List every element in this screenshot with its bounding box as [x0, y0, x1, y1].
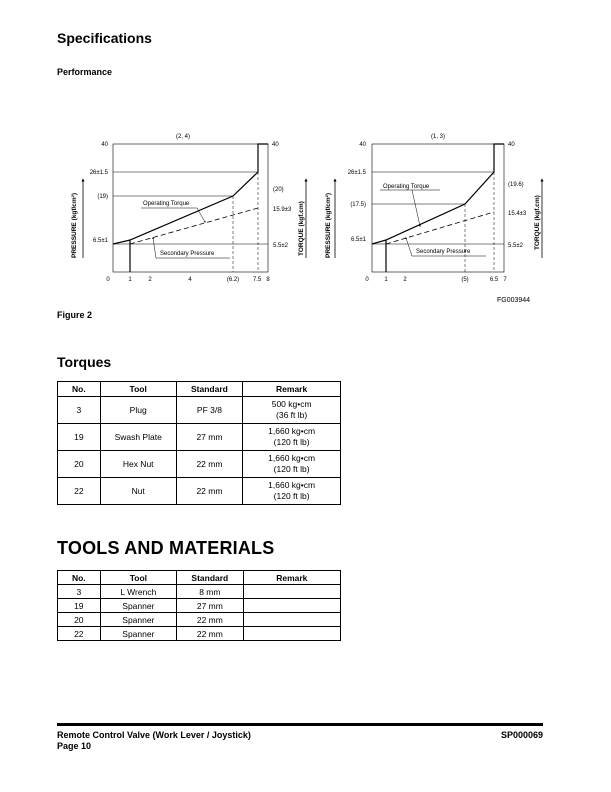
- cell-tool: Spanner: [100, 599, 176, 613]
- table-row: [58, 613, 341, 627]
- column-header: Tool: [100, 382, 176, 397]
- column-header: Remark: [243, 571, 340, 585]
- table-row: [58, 627, 341, 641]
- chart-right-ylabel: PRESSURE (kgf/cm²): [325, 192, 332, 258]
- chart-left-y2tick: (20): [273, 187, 284, 193]
- cell-remark: [243, 627, 340, 641]
- chart-left-series-operating-torque: [113, 144, 268, 244]
- chart-left-y2tick: 5.5±2: [273, 243, 288, 249]
- performance-figure: [0, 0, 611, 300]
- chart-right-y2tick: 40: [508, 142, 515, 148]
- chart-left-xtick: 0: [106, 277, 110, 283]
- chart-left: [71, 134, 306, 283]
- chart-left-xtick: 1: [128, 277, 132, 283]
- table-row: [58, 585, 341, 599]
- torques-table: [57, 381, 341, 505]
- torques-heading: Torques: [57, 354, 112, 370]
- tools-heading: TOOLS AND MATERIALS: [57, 538, 275, 558]
- cell-standard: 22 mm: [176, 451, 243, 478]
- chart-left-annot-operating-torque: Operating Torque: [143, 201, 190, 207]
- table-row: [58, 599, 341, 613]
- cell-no: 20: [58, 613, 101, 627]
- chart-right-y2tick: 15.4±3: [508, 211, 527, 217]
- cell-no: 22: [58, 627, 101, 641]
- table-row: [58, 397, 341, 424]
- cell-tool: Hex Nut: [100, 451, 176, 478]
- chart-right-ytick: 26±1.5: [347, 170, 366, 176]
- column-header: No.: [58, 382, 101, 397]
- table-row: [58, 451, 341, 478]
- page-title: Specifications: [57, 30, 152, 46]
- chart-left-y2label: TORQUE (kgf.cm): [298, 201, 305, 256]
- chart-left-y2tick: 40: [272, 142, 279, 148]
- cell-standard: 22 mm: [177, 613, 244, 627]
- chart-right-xtick: 7: [503, 277, 507, 283]
- remark-line: 500 kg•cm: [271, 399, 312, 409]
- cell-tool: Plug: [100, 397, 176, 424]
- cell-remark: [243, 613, 340, 627]
- remark-line: (120 ft lb): [273, 464, 310, 474]
- chart-left-series-secondary-pressure: [130, 208, 258, 244]
- cell-tool: Nut: [100, 478, 176, 505]
- table-header-row: [58, 571, 341, 585]
- chart-left-ytick: (19): [97, 194, 108, 200]
- cell-standard: 27 mm: [177, 599, 244, 613]
- chart-left-title: (2, 4): [175, 134, 191, 140]
- column-header: Tool: [100, 571, 176, 585]
- column-header: No.: [58, 571, 101, 585]
- cell-standard: PF 3/8: [176, 397, 243, 424]
- chart-right-xtick: (5): [461, 277, 469, 283]
- remark-line: 1,660 kg•cm: [268, 426, 316, 436]
- remark-line: 1,660 kg•cm: [268, 453, 316, 463]
- chart-left-ytick: 6.5±1: [93, 238, 108, 244]
- cell-standard: 27 mm: [176, 424, 243, 451]
- chart-right-xtick: 2: [403, 277, 407, 283]
- footer-page-number: Page 10: [57, 741, 92, 751]
- chart-left-ytick: 40: [101, 142, 108, 148]
- remark-line: 1,660 kg•cm: [268, 480, 316, 490]
- cell-tool: Spanner: [100, 627, 176, 641]
- cell-standard: 22 mm: [176, 478, 243, 505]
- chart-right-annot-operating-torque: Operating Torque: [383, 184, 430, 190]
- cell-no: 19: [58, 599, 101, 613]
- chart-left-xtick: 8: [266, 277, 270, 283]
- footer-document-code: SP000069: [500, 730, 543, 740]
- chart-right-y2label: TORQUE (kgf.cm): [534, 195, 541, 250]
- footer-rule: [57, 723, 543, 726]
- chart-left-annot-secondary-pressure: Secondary Pressure: [160, 251, 215, 257]
- chart-left-xtick: 4: [188, 277, 192, 283]
- chart-right: [325, 134, 542, 283]
- chart-left-ytick: 26±1.5: [89, 170, 108, 176]
- table-header-row: [58, 382, 341, 397]
- cell-remark: [243, 585, 340, 599]
- chart-right-series-secondary-pressure: [386, 212, 494, 244]
- chart-left-xtick: (6.2): [226, 277, 240, 283]
- column-header: Standard: [177, 571, 244, 585]
- cell-tool: L Wrench: [100, 585, 176, 599]
- chart-left-xtick: 7.5: [252, 277, 262, 283]
- cell-no: 20: [58, 451, 101, 478]
- figure-caption: Figure 2: [57, 310, 93, 320]
- cell-standard: 22 mm: [177, 627, 244, 641]
- chart-left-xtick: 2: [148, 277, 152, 283]
- chart-right-xtick: 1: [384, 277, 388, 283]
- cell-remark: [243, 397, 341, 424]
- table-row: [58, 424, 341, 451]
- remark-line: (120 ft lb): [273, 491, 310, 501]
- cell-remark: [243, 451, 341, 478]
- table-row: [58, 478, 341, 505]
- chart-right-y2tick: 5.5±2: [508, 243, 523, 249]
- cell-remark: [243, 424, 341, 451]
- cell-remark: [243, 599, 340, 613]
- column-header: Standard: [176, 382, 243, 397]
- cell-standard: 8 mm: [177, 585, 244, 599]
- chart-right-title: (1, 3): [430, 134, 446, 140]
- tools-table: [57, 570, 341, 641]
- cell-no: 22: [58, 478, 101, 505]
- cell-tool: Swash Plate: [100, 424, 176, 451]
- chart-right-optorque-pointer: [412, 190, 420, 226]
- cell-tool: Spanner: [100, 613, 176, 627]
- remark-line: (120 ft lb): [273, 437, 310, 447]
- chart-right-ytick: (17.5): [350, 202, 366, 208]
- chart-right-ytick: 40: [359, 142, 366, 148]
- remark-line: (36 ft lb): [276, 410, 308, 420]
- chart-left-secpress-pointer: [153, 238, 156, 258]
- chart-right-series-operating-torque: [372, 144, 504, 244]
- chart-left-y2tick: 15.9±3: [273, 207, 292, 213]
- figure-code: FG003944: [497, 297, 531, 304]
- chart-right-secpress-pointer: [406, 238, 412, 256]
- chart-right-xtick: 0: [365, 277, 369, 283]
- chart-right-y2tick: (19.6): [508, 182, 524, 188]
- chart-left-ylabel: PRESSURE (kgf/cm²): [71, 192, 78, 258]
- section-subtitle: Performance: [57, 67, 113, 77]
- cell-no: 19: [58, 424, 101, 451]
- chart-right-ytick: 6.5±1: [351, 237, 366, 243]
- column-header: Remark: [243, 382, 341, 397]
- cell-remark: [243, 478, 341, 505]
- chart-right-xtick: 6.5: [489, 277, 499, 283]
- cell-no: 3: [58, 397, 101, 424]
- footer-title: Remote Control Valve (Work Lever / Joystick): [57, 730, 251, 740]
- cell-no: 3: [58, 585, 101, 599]
- chart-right-annot-secondary-pressure: Secondary Pressure: [416, 249, 471, 255]
